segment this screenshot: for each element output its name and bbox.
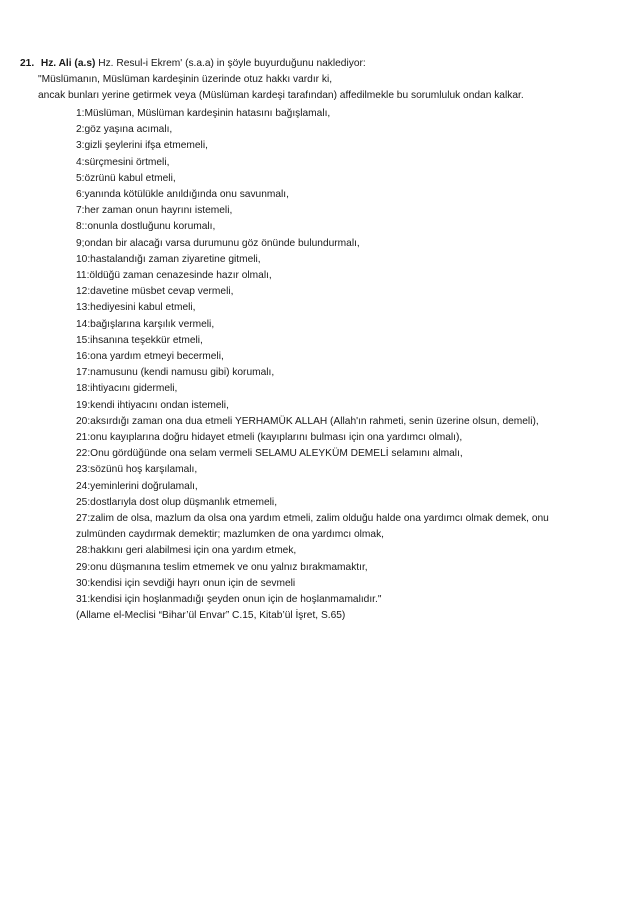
list-item: 3:gizli şeylerini ifşa etmemeli,: [76, 140, 208, 152]
list-item: 17:namusunu (kendi namusu gibi) korumalı,: [76, 367, 275, 379]
list-item: 20:aksırdığı zaman ona dua etmeli YERHAMÜK ALLAH (Allah'ın rahmeti, senin üzerine olsun, demeli),: [76, 415, 539, 427]
list-item: 23:sözünü hoş karşılamalı,: [76, 464, 198, 476]
source-citation: (Allame el-Meclisi “Bihar’ül Envar” C.15, Kitab’ül İşret, S.65): [76, 610, 346, 622]
entry-number: 21.: [20, 58, 35, 69]
list-item: 27:zalim de olsa, mazlum da olsa ona yardım etmeli, zalim olduğu halde ona yardımcı olmak demek, onu zulmünden caydırmak demektir; mazlumken de ona yardımcı olmak,: [76, 513, 549, 541]
list-item: 7:her zaman onun hayrını istemeli,: [76, 205, 233, 217]
list-item: 14:bağışlarına karşılık vermeli,: [76, 318, 215, 330]
list-item: 10:hastalandığı zaman ziyaretine gitmeli,: [76, 253, 261, 265]
list-item: 4:sürçmesini örtmeli,: [76, 156, 170, 168]
intro-line-2: ancak bunları yerine getirmek veya (Müslüman kardeşi tarafından) affedilmekle bu sorumluluk ondan kalkar.: [38, 90, 524, 101]
list-item: 28:hakkını geri alabilmesi için ona yardım etmek,: [76, 545, 297, 557]
list-item: 19:kendi ihtiyacını ondan istemeli,: [76, 399, 229, 411]
list-item: 12:davetine müsbet cevap vermeli,: [76, 286, 234, 298]
list-item: 16:ona yardım etmeyi becermeli,: [76, 351, 224, 363]
list-item: 31:kendisi için hoşlanmadığı şeyden onun için de hoşlanmamalıdır.": [76, 594, 382, 606]
list-item: 6:yanında kötülükle anıldığında onu savunmalı,: [76, 189, 289, 201]
intro-line-1: "Müslümanın, Müslüman kardeşinin üzerinde otuz hakkı vardır ki,: [38, 74, 333, 85]
list-item: 1:Müslüman, Müslüman kardeşinin hatasını bağışlamalı,: [76, 108, 331, 119]
entry-lead: Hz. Resul-i Ekrem' (s.a.a) in şöyle buyurduğunu naklediyor:: [98, 58, 366, 69]
list-item: 2:göz yaşına acımalı,: [76, 124, 173, 136]
entry-speaker: Hz. Ali (a.s): [40, 58, 96, 69]
list-item: 11:öldüğü zaman cenazesinde hazır olmalı,: [76, 270, 272, 282]
list-item: 9;ondan bir alacağı varsa durumunu göz önünde bulundurmalı,: [76, 237, 360, 249]
list-item: 25:dostlarıyla dost olup düşmanlık etmemeli,: [76, 496, 278, 508]
entry-heading: [20, 58, 366, 69]
list-item: 13:hediyesini kabul etmeli,: [76, 302, 196, 314]
rights-list: [76, 106, 586, 625]
list-item: 5:özrünü kabul etmeli,: [76, 172, 176, 184]
list-item: 8::onunla dostluğunu korumalı,: [76, 221, 216, 233]
list-item: 24:yeminlerini doğrulamalı,: [76, 480, 198, 492]
list-item: 30:kendisi için sevdiği hayrı onun için de sevmeli: [76, 577, 296, 589]
list-item: 15:ihsanına teşekkür etmeli,: [76, 334, 203, 346]
list-item: 29:onu düşmanına teslim etmemek ve onu yalnız bırakmamaktır,: [76, 561, 368, 573]
list-item: 21:onu kayıplarına doğru hidayet etmeli (kayıplarını bulması için ona yardımcı olmalı),: [76, 432, 463, 444]
list-item: 18:ihtiyacını gidermeli,: [76, 383, 178, 395]
list-item: 22:Onu gördüğünde ona selam vermeli SELAMU ALEYKÜM DEMELİ selamını almalı,: [76, 448, 463, 460]
